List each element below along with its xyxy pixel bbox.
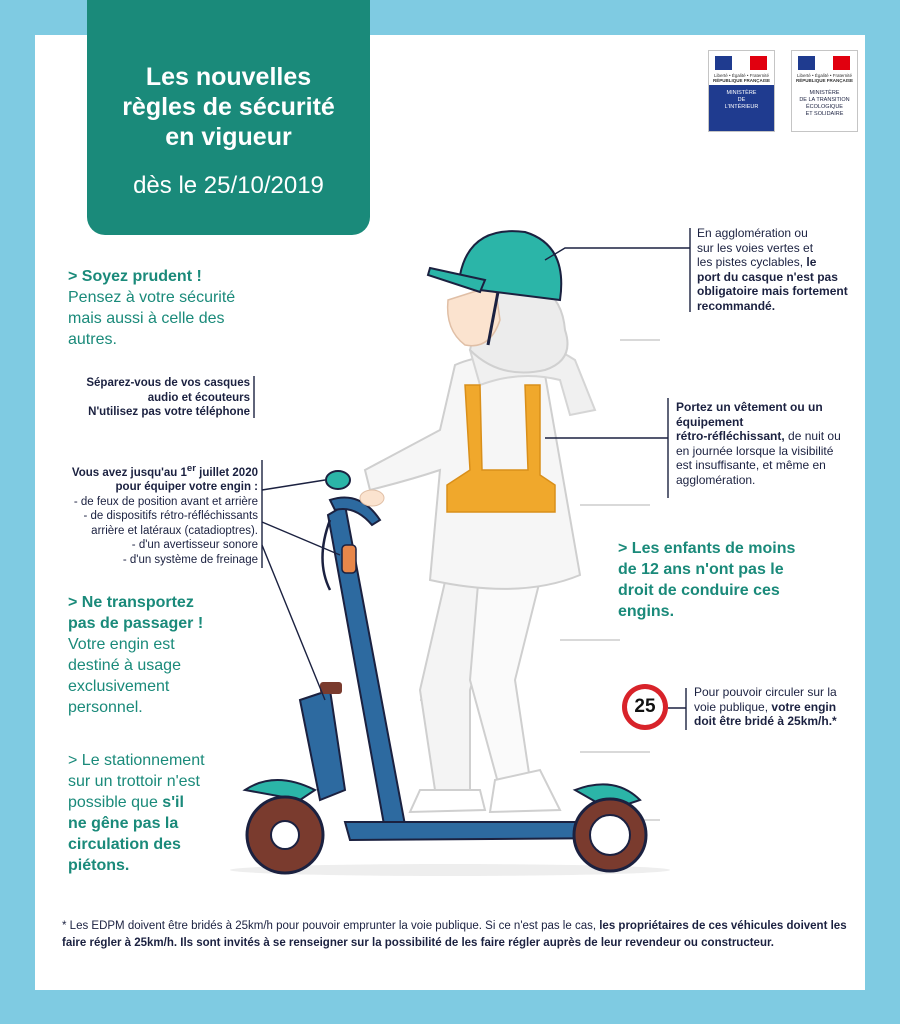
rider-hand [360,490,384,506]
ministry-name: MINISTÈRE DE LA TRANSITION ÉCOLOGIQUE ET SOLIDAIRE [799,90,850,117]
page-title: Les nouvelles règles de sécurité en vigueur [122,63,335,151]
logo-ministere-transition-ecologique: Liberté • Égalité • Fraternité RÉPUBLIQUE FRANÇAISE MINISTÈRE DE LA TRANSITION ÉCOLOGIQUE ET SOLIDAIRE [791,50,858,132]
tip-children: > Les enfants de moins de 12 ans n'ont pas le droit de conduire ces engins. [618,540,796,620]
scooter-fork [300,690,345,800]
speed-limit-sign-icon: 25 [622,684,668,730]
ministry-name: MINISTÈRE DE L'INTÉRIEUR [709,85,774,131]
brake-cable [323,520,331,590]
shoe-back [410,790,485,812]
rear-wheel-hub [590,815,630,855]
folding-clamp [320,682,342,694]
front-wheel-hub [271,821,299,849]
note-reflective-vest: Portez un vêtement ou un équipement rétro-réfléchissant, de nuit ou en journée lorsque la visibilité est insuffisante, et même en agglomération. [676,400,841,487]
tricolor-flag-icon [798,56,850,70]
title-banner [87,0,370,235]
tricolor-flag-icon [715,56,767,70]
front-light [342,545,356,573]
footnote: * Les EDPM doivent être bridés à 25km/h pour pouvoir emprunter la voie publique. Si ce n'est pas le cas, les propriétaires de ces véhicules doivent les faire régler à 25km/h. Ils sont invités à se renseigner sur la possibilité de les faire régler auprès de leur revendeur ou constructeur. [62,920,847,949]
tip-be-careful: > Soyez prudent ! Pensez à votre sécurité mais aussi à celle des autres. [68,268,236,348]
note-speed-limit: Pour pouvoir circuler sur la voie publique, votre engin doit être bridé à 25km/h.* [694,685,837,728]
tip-no-passenger: > Ne transportez pas de passager ! Votre engin est destiné à usage exclusivement personnel. [68,594,204,716]
bell [326,471,350,489]
tip-no-phone: Séparez-vous de vos casques audio et écouteurs N'utilisez pas votre téléphone [86,377,250,418]
tip-parking: > Le stationnement sur un trottoir n'est possible que s'il ne gêne pas la circulation des piétons. [68,752,205,874]
logo-ministere-interieur: Liberté • Égalité • Fraternité RÉPUBLIQUE FRANÇAISE MINISTÈRE DE L'INTÉRIEUR [708,50,775,132]
rider-leg-front [470,560,540,790]
tip-equipment-deadline: Vous avez jusqu'au 1er juillet 2020 pour équiper votre engin : - de feux de position avant et arrière - de dispositifs rétro-réfléchissants arrière et latéraux (catadioptres). - d'un avertisseur sonore - d'un système de freinage [71,463,258,566]
effective-date: dès le 25/10/2019 [133,172,324,199]
note-helmet: En agglomération ou sur les voies vertes et les pistes cyclables, le port du casque n'est pas obligatoire mais fortement recommandé. [697,226,848,313]
